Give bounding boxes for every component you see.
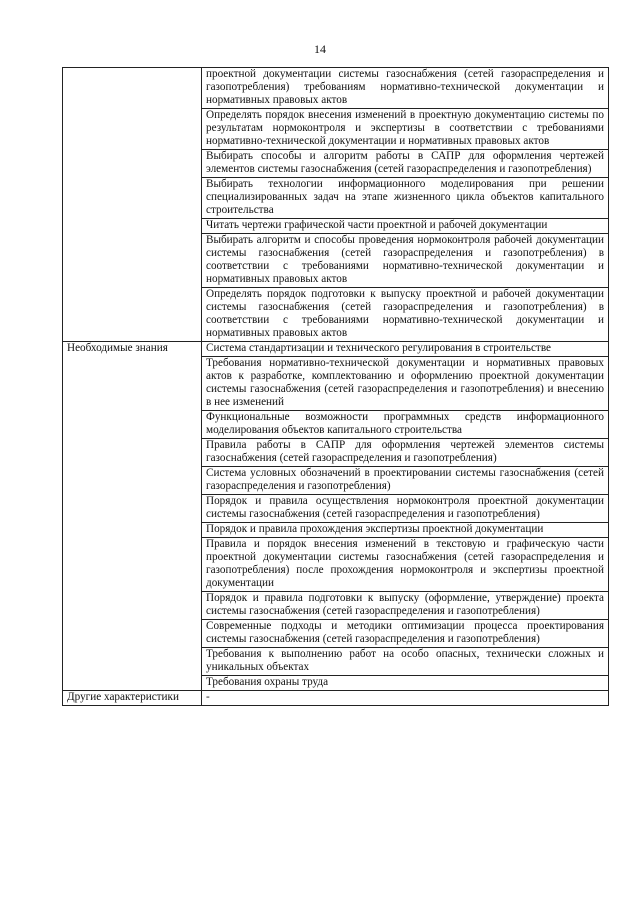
requirements-table (62, 67, 609, 706)
knowledge-item: Система стандартизации и технического регулирования в строительстве (202, 342, 609, 357)
page-number: 14 (314, 42, 326, 56)
knowledge-label: Необходимые знания (63, 342, 202, 691)
knowledge-item: Современные подходы и методики оптимизации процесса проектирования системы газоснабжения (сетей газораспределения и газопотребления) (202, 620, 609, 648)
knowledge-item: Порядок и правила подготовки к выпуску (оформление, утверждение) проекта системы газоснабжения (сетей газораспределения и газопотребления) (202, 592, 609, 620)
other-label: Другие характеристики (63, 691, 202, 706)
skill-item: Определять порядок внесения изменений в проектную документацию системы по результатам нормоконтроля и экспертизы в соответствии с требованиями нормативно-технической документации и нормативных правовых актов (202, 109, 609, 150)
knowledge-item: Система условных обозначений в проектировании системы газоснабжения (сетей газораспределения и газопотребления) (202, 467, 609, 495)
table-row (63, 691, 609, 706)
table-row (63, 68, 609, 109)
knowledge-item: Правила и порядок внесения изменений в текстовую и графическую части проектной документации системы газоснабжения (сетей газораспределения и газопотребления) после прохождения нормоконтроля и экспертизы проектной документации (202, 538, 609, 592)
knowledge-item: Порядок и правила осуществления нормоконтроля проектной документации системы газоснабжения (сетей газораспределения и газопотребления) (202, 495, 609, 523)
knowledge-item: Порядок и правила прохождения экспертизы проектной документации (202, 523, 609, 538)
knowledge-item: Требования к выполнению работ на особо опасных, технически сложных и уникальных объектах (202, 648, 609, 676)
other-value: - (202, 691, 609, 706)
table-row (63, 342, 609, 357)
knowledge-item: Функциональные возможности программных средств информационного моделирования объектов капитального строительства (202, 411, 609, 439)
skill-item: Читать чертежи графической части проектной и рабочей документации (202, 219, 609, 234)
skill-item: проектной документации системы газоснабжения (сетей газораспределения и газопотребления) требованиям нормативно-технической документации и нормативных правовых актов (202, 68, 609, 109)
skills-label-cell (63, 68, 202, 342)
skill-item: Выбирать технологии информационного моделирования при решении специализированных задач на этапе жизненного цикла объектов капитального строительства (202, 178, 609, 219)
skill-item: Выбирать способы и алгоритм работы в САПР для оформления чертежей элементов системы газоснабжения (сетей газораспределения и газопотребления) (202, 150, 609, 178)
knowledge-item: Правила работы в САПР для оформления чертежей элементов системы газоснабжения (сетей газораспределения и газопотребления) (202, 439, 609, 467)
knowledge-item: Требования нормативно-технической документации и нормативных правовых актов к разработке, комплектованию и оформлению проектной документации системы газоснабжения (сетей газораспределения и газопотребления) и внесению в нее изменений (202, 357, 609, 411)
knowledge-item: Требования охраны труда (202, 676, 609, 691)
skill-item: Выбирать алгоритм и способы проведения нормоконтроля рабочей документации системы газоснабжения (сетей газораспределения и газопотребления) в соответствии с требованиями нормативно-технической документации и нормативных правовых актов (202, 234, 609, 288)
skill-item: Определять порядок подготовки к выпуску проектной и рабочей документации системы газоснабжения (сетей газораспределения и газопотребления) в соответствии с требованиями нормативно-технической документации и нормативных правовых актов (202, 288, 609, 342)
